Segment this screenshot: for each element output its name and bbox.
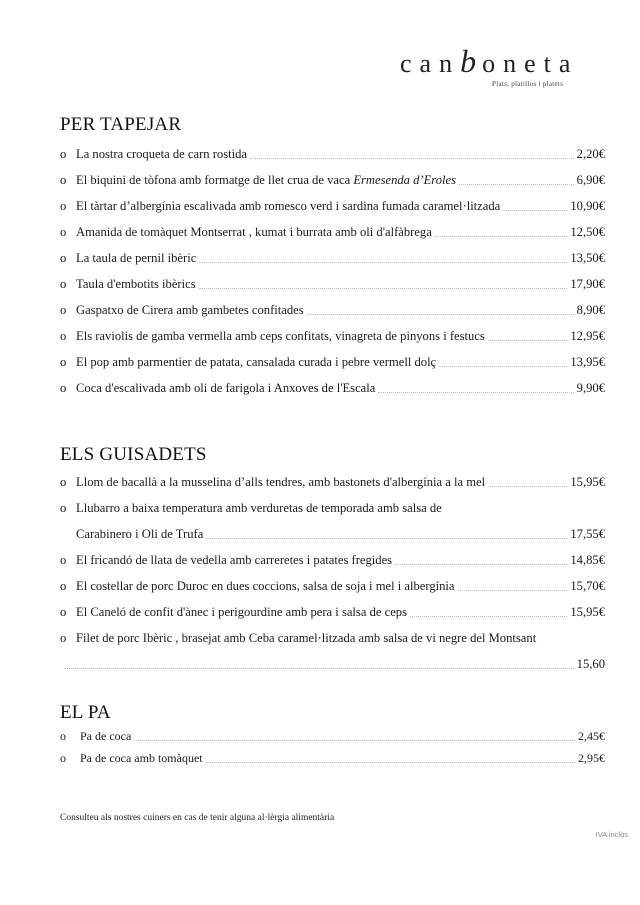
bullet-icon: o <box>60 225 67 239</box>
bullet-icon: o <box>60 199 67 213</box>
bullet-icon: o <box>60 729 66 743</box>
dish-name: Taula d'embotits ibèrics <box>76 277 196 291</box>
dish-name: El tàrtar d’albergínia escalivada amb romesco verd i sardina fumada caramel·litzada <box>76 199 501 213</box>
dish-price: 14,85€ <box>570 553 605 567</box>
dish-name-italic: Ermesenda d’Eroles <box>353 173 457 187</box>
bullet-icon: o <box>60 751 66 765</box>
dish-price: 9,90€ <box>576 381 605 395</box>
allergy-note: Consulteu als nostres cuiners en cas de tenir alguna al·lèrgia alimentària <box>60 813 335 823</box>
dish-name: Llubarro a baixa temperatura amb verduretas de temporada amb salsa de <box>76 501 442 515</box>
bullet-icon: o <box>60 605 67 619</box>
menu-item <box>60 324 605 350</box>
dot-leader <box>503 209 567 211</box>
dish-name: El pop amb parmentier de patata, cansalada curada i pebre vermell dolç <box>76 355 437 369</box>
dot-leader <box>459 183 574 185</box>
dot-leader <box>435 235 568 237</box>
logo-tagline: Plats, platillos i platets <box>492 80 564 88</box>
section-per-tapejar <box>60 112 605 402</box>
section-els-guisadets <box>60 442 605 678</box>
dish-price: 13,95€ <box>570 355 605 369</box>
menu-item-continuation <box>60 522 605 548</box>
dish-name: La nostra croqueta de carn rostida <box>76 147 247 161</box>
dot-leader <box>199 287 568 289</box>
dish-price: 2,20€ <box>576 147 605 161</box>
bullet-icon: o <box>60 251 67 265</box>
dish-price: 2,45€ <box>578 729 605 743</box>
dish-name: Pa de coca amb tomàquet <box>80 751 203 765</box>
dot-leader <box>206 761 575 763</box>
dish-price: 8,90€ <box>576 303 605 317</box>
section-el-pa <box>60 700 605 770</box>
dot-leader <box>134 739 575 741</box>
dot-leader <box>410 615 567 617</box>
menu-item <box>60 574 605 600</box>
dish-price: 15,70€ <box>570 579 605 593</box>
bullet-icon: o <box>60 303 67 317</box>
dot-leader <box>199 261 567 263</box>
bullet-icon: o <box>60 579 67 593</box>
dish-name: El Caneló de confit d'ànec i perigourdine amb pera i salsa de ceps <box>76 605 407 619</box>
dish-name: El costellar de porc Duroc en dues coccions, salsa de soja i mel i albergínia <box>76 579 455 593</box>
dish-name: Coca d'escalivada amb oli de farigola i Anxoves de l'Escala <box>76 381 376 395</box>
dot-leader <box>378 391 573 393</box>
dish-name: Filet de porc Ibèric , brasejat amb Ceba caramel·litzada amb salsa de vi negre del Montsant <box>76 631 537 645</box>
dish-name <box>76 172 456 189</box>
logo-text-start: can <box>400 49 461 78</box>
menu-list <box>60 142 605 402</box>
dish-price: 12,95€ <box>570 329 605 343</box>
menu-item <box>60 376 605 402</box>
menu-item <box>60 220 605 246</box>
dot-leader <box>439 365 567 367</box>
dot-leader <box>206 537 567 539</box>
dish-price: 15,95€ <box>570 605 605 619</box>
menu-item <box>60 272 605 298</box>
dish-name: La taula de pernil ibèric <box>76 251 197 265</box>
menu-item <box>60 350 605 376</box>
section-title: PER TAPEJAR <box>60 114 182 135</box>
menu-item <box>60 142 605 168</box>
dot-leader <box>307 313 574 315</box>
dish-price: 15,60 <box>576 657 605 671</box>
dish-price: 10,90€ <box>570 199 605 213</box>
tax-note: IVA inclòs <box>595 830 628 839</box>
dish-price: 15,95€ <box>570 475 605 489</box>
dish-name: Amanida de tomàquet Montserrat , kumat i burrata amb oli d'alfàbrega <box>76 225 432 239</box>
menu-content <box>60 112 628 852</box>
menu-item <box>60 470 605 496</box>
menu-item <box>60 626 605 652</box>
menu-list <box>60 726 605 770</box>
dish-price: 13,50€ <box>570 251 605 265</box>
logo-wordmark <box>400 44 578 81</box>
bullet-icon: o <box>60 475 67 489</box>
dot-leader <box>64 667 574 669</box>
dish-name-continued: Carabinero i Oli de Trufa <box>76 527 204 541</box>
bullet-icon: o <box>60 173 67 187</box>
dot-leader <box>250 157 574 159</box>
menu-item <box>60 298 605 324</box>
bullet-icon: o <box>60 329 67 343</box>
menu-item <box>60 168 605 194</box>
menu-item <box>60 496 605 522</box>
dish-price: 2,95€ <box>578 751 605 765</box>
logo-text-b: b <box>460 43 477 79</box>
dot-leader <box>395 563 567 565</box>
dish-name: El fricandó de llata de vedella amb carreretes i patates fregides <box>76 553 393 567</box>
menu-footer <box>60 812 628 852</box>
restaurant-logo <box>400 26 600 88</box>
bullet-icon: o <box>60 631 67 645</box>
dish-name: Gaspatxo de Cirera amb gambetes confitades <box>76 303 304 317</box>
menu-item <box>60 600 605 626</box>
dish-name-text: El biquini de tòfona amb formatge de llet crua de vaca <box>76 173 354 187</box>
menu-item-continuation <box>60 652 605 678</box>
dish-name: Llom de bacallà a la musselina d’alls tendres, amb bastonets d'albergínia a la mel <box>76 475 486 489</box>
dish-price: 17,90€ <box>570 277 605 291</box>
logo-text-end: oneta <box>482 49 579 78</box>
dish-price: 6,90€ <box>576 173 605 187</box>
dot-leader <box>488 339 568 341</box>
dot-leader <box>488 485 567 487</box>
menu-list <box>60 470 605 678</box>
bullet-icon: o <box>60 147 67 161</box>
menu-item <box>60 726 605 748</box>
dish-name: Els raviolis de gamba vermella amb ceps confitats, vinagreta de pinyons i festucs <box>76 329 485 343</box>
bullet-icon: o <box>60 553 67 567</box>
dish-price: 12,50€ <box>570 225 605 239</box>
bullet-icon: o <box>60 277 67 291</box>
bullet-icon: o <box>60 381 67 395</box>
dish-name: Pa de coca <box>80 729 132 743</box>
menu-item <box>60 748 605 770</box>
bullet-icon: o <box>60 501 67 515</box>
menu-item <box>60 246 605 272</box>
section-title: EL PA <box>60 702 111 723</box>
menu-item <box>60 548 605 574</box>
dot-leader <box>458 589 568 591</box>
menu-item <box>60 194 605 220</box>
bullet-icon: o <box>60 355 67 369</box>
dish-price: 17,55€ <box>570 527 605 541</box>
section-title: ELS GUISADETS <box>60 444 207 465</box>
